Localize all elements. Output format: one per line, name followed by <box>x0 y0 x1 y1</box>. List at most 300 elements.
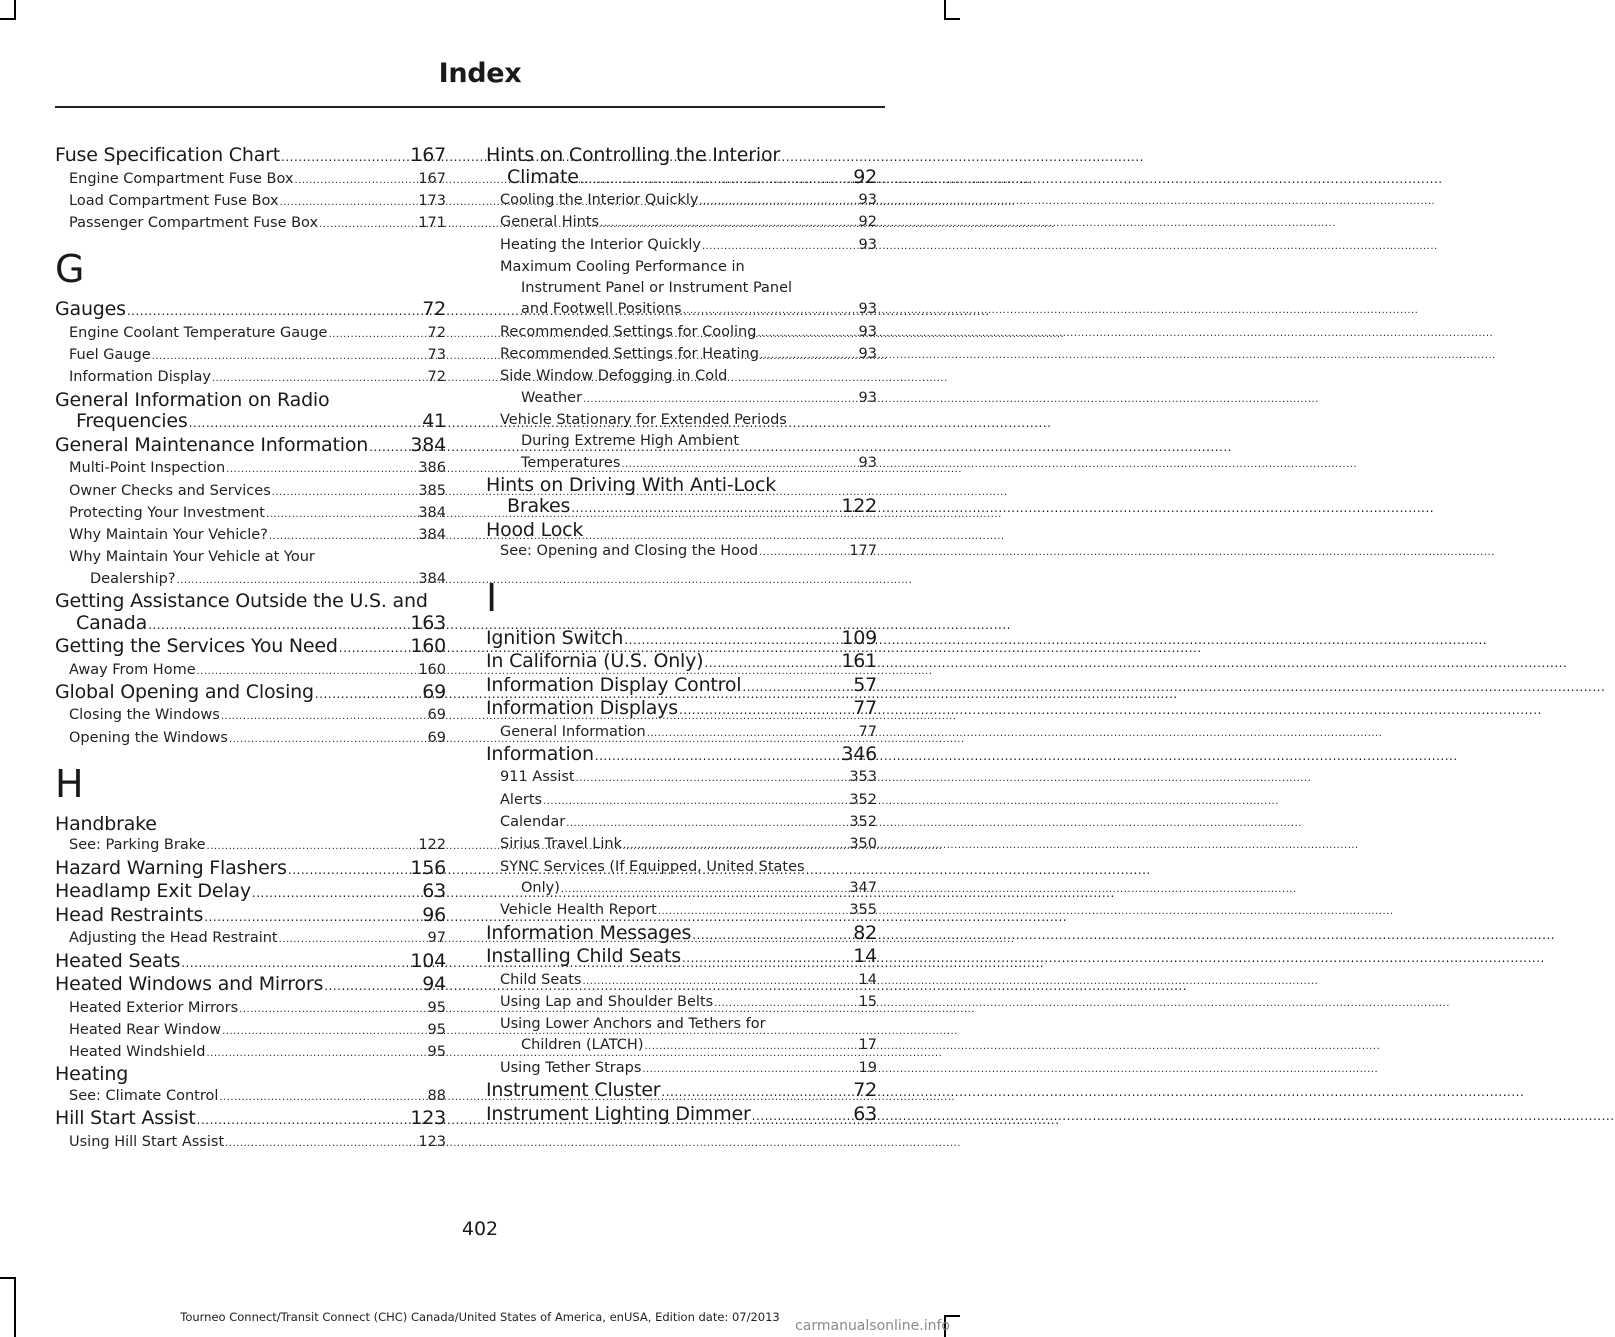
page-reference[interactable]: 69 <box>422 680 446 703</box>
dot-leader <box>752 1106 853 1128</box>
dot-leader <box>197 661 418 682</box>
dot-leader <box>281 147 409 169</box>
page-reference[interactable]: 69 <box>427 707 446 724</box>
index-entry[interactable] <box>55 503 446 525</box>
dot-leader <box>757 323 857 344</box>
dot-leader <box>571 498 840 520</box>
index-entry[interactable] <box>55 660 446 682</box>
entry-title: Recommended Settings for Heating <box>500 346 759 363</box>
entry-title: Protecting Your Investment <box>69 504 265 521</box>
index-entry[interactable] <box>500 388 877 410</box>
page-reference[interactable]: 123 <box>410 1107 446 1130</box>
index-entry[interactable] <box>486 790 877 812</box>
entry-title: Recommended Settings for Cooling <box>500 323 757 340</box>
dot-leader <box>580 169 853 191</box>
page-reference[interactable]: 88 <box>427 1087 446 1104</box>
page-reference[interactable]: 163 <box>410 611 446 634</box>
dot-leader <box>207 836 418 857</box>
dot-leader <box>239 999 426 1020</box>
page-reference[interactable]: 77 <box>858 723 877 740</box>
page-reference[interactable]: 93 <box>858 301 877 318</box>
index-entry[interactable] <box>486 366 877 410</box>
index-entry[interactable] <box>486 767 877 789</box>
index-entry[interactable] <box>55 705 446 727</box>
entry-title: Fuel Gauge <box>69 347 151 364</box>
entry-title: Opening the Windows <box>69 729 228 746</box>
index-entry[interactable] <box>486 1080 877 1104</box>
index-entry[interactable] <box>486 190 877 212</box>
dot-leader <box>702 236 858 257</box>
entry-title: In California (U.S. Only) <box>486 650 704 673</box>
entry-title: General Hints <box>500 214 600 231</box>
index-entry[interactable] <box>55 299 446 323</box>
dot-leader <box>288 860 409 882</box>
index-column-right <box>486 145 877 1127</box>
entry-title: Child Seats <box>500 971 582 988</box>
dot-leader <box>623 835 848 856</box>
dot-leader <box>647 723 858 744</box>
entry-title: 911 Assist <box>500 769 575 786</box>
entry-title: General Maintenance Information <box>55 433 369 456</box>
page-title: Index <box>438 58 522 89</box>
entry-title: SYNC Services (If Equipped, United States <box>500 858 805 875</box>
page-reference[interactable]: 15 <box>858 993 877 1010</box>
entry-title: Maximum Cooling Performance in <box>500 258 745 275</box>
dot-leader <box>197 1110 410 1132</box>
dot-leader <box>181 953 409 975</box>
dot-leader <box>369 437 409 459</box>
page-reference[interactable]: 384 <box>410 433 446 456</box>
entry-title: Using Lower Anchors and Tethers for <box>500 1016 766 1033</box>
page-reference[interactable]: 122 <box>841 495 877 518</box>
dot-leader <box>561 879 848 900</box>
page-reference[interactable]: 385 <box>418 482 446 499</box>
index-entry[interactable] <box>486 698 877 722</box>
index-entry[interactable] <box>486 475 877 520</box>
dot-leader <box>642 1059 857 1080</box>
index-entry[interactable] <box>486 1104 877 1128</box>
dot-leader <box>645 1036 858 1057</box>
dot-leader <box>683 300 858 321</box>
page-reference[interactable]: 384 <box>418 570 446 587</box>
page-reference[interactable]: 14 <box>853 945 877 968</box>
entry-title: Engine Coolant Temperature Gauge <box>69 324 328 341</box>
index-entry[interactable] <box>486 992 877 1014</box>
dot-leader <box>600 213 857 234</box>
page-reference[interactable]: 92 <box>853 165 877 188</box>
page-reference[interactable]: 72 <box>422 298 446 321</box>
page-reference[interactable]: 93 <box>858 454 877 471</box>
page-reference[interactable]: 72 <box>427 369 446 386</box>
index-entry[interactable] <box>486 857 877 901</box>
dot-leader <box>576 768 849 789</box>
index-entry[interactable] <box>486 257 877 322</box>
dot-leader <box>759 542 848 563</box>
page-reference[interactable]: 17 <box>858 1037 877 1054</box>
entry-title: Information Displays <box>486 697 678 720</box>
page-reference[interactable]: 350 <box>849 836 877 853</box>
dot-leader <box>658 901 849 922</box>
dot-leader <box>226 459 417 480</box>
page-reference[interactable]: 41 <box>422 410 446 433</box>
entry-title: Weather <box>521 389 583 406</box>
dot-leader <box>324 976 421 998</box>
index-entry[interactable] <box>500 299 877 321</box>
entry-title: Vehicle Health Report <box>500 902 657 919</box>
header-divider <box>55 106 885 108</box>
dot-leader <box>229 729 427 750</box>
entry-title: General Information on Radio <box>55 388 330 411</box>
index-entry[interactable] <box>55 1020 446 1042</box>
index-entry[interactable] <box>486 970 877 992</box>
crop-mark <box>944 0 946 20</box>
index-entry[interactable] <box>486 675 877 699</box>
dot-leader <box>328 324 426 345</box>
index-entry[interactable] <box>55 905 446 929</box>
entry-title: General Information <box>500 723 646 740</box>
entry-title: Alerts <box>500 791 543 808</box>
page-reference[interactable]: 69 <box>427 729 446 746</box>
entry-title: Cooling the Interior Quickly <box>500 192 699 208</box>
index-entry[interactable] <box>55 367 446 389</box>
page-reference[interactable]: 92 <box>858 214 877 231</box>
dot-leader <box>699 191 857 212</box>
entry-title: Information <box>486 742 594 765</box>
dot-leader <box>189 413 422 435</box>
entry-title: Heated Windows and Mirrors <box>55 973 324 996</box>
dot-leader <box>280 192 418 213</box>
entry-title: Sirius Travel Link <box>500 836 622 853</box>
entry-title: Children (LATCH) <box>521 1037 644 1054</box>
index-entry[interactable] <box>55 458 446 480</box>
page-reference[interactable]: 171 <box>418 215 446 232</box>
index-entry[interactable] <box>55 345 446 367</box>
page-reference[interactable]: 353 <box>849 769 877 786</box>
page-reference[interactable]: 161 <box>841 650 877 673</box>
page-reference[interactable]: 14 <box>858 971 877 988</box>
entry-title: Hints on Driving With Anti-Lock <box>486 473 777 496</box>
entry-title: Passenger Compartment Fuse Box <box>69 215 319 232</box>
dot-leader <box>661 1082 852 1104</box>
dot-leader <box>621 454 857 475</box>
page-reference[interactable]: 72 <box>427 324 446 341</box>
index-entry[interactable] <box>486 235 877 257</box>
footer-edition-text: Tourneo Connect/Transit Connect (CHC) Canada/United States of America, enUSA, Edition date: 07/2013 <box>180 1310 780 1324</box>
index-entry[interactable] <box>486 923 877 947</box>
page-reference[interactable]: 384 <box>418 504 446 521</box>
dot-leader <box>207 1043 427 1064</box>
page-reference[interactable]: 177 <box>849 543 877 560</box>
dot-leader <box>127 301 421 323</box>
index-entry[interactable] <box>55 481 446 503</box>
entry-title: Installing Child Seats <box>486 945 681 968</box>
dot-leader <box>221 706 427 727</box>
index-entry[interactable] <box>55 835 446 857</box>
page-reference[interactable]: 93 <box>858 192 877 208</box>
page-reference[interactable]: 93 <box>858 346 877 363</box>
dot-leader <box>582 971 857 992</box>
entry-title: Using Hill Start Assist <box>69 1133 225 1150</box>
dot-leader <box>692 925 852 947</box>
index-entry[interactable] <box>486 145 877 190</box>
dot-leader <box>742 677 852 699</box>
page-reference[interactable]: 95 <box>427 1044 446 1061</box>
index-entry[interactable] <box>55 323 446 345</box>
entry-title: See: Climate Control <box>69 1087 219 1104</box>
entry-title: Owner Checks and Services <box>69 482 271 499</box>
index-entry[interactable] <box>55 169 446 191</box>
page-reference[interactable]: 82 <box>853 921 877 944</box>
index-entry[interactable] <box>500 1035 877 1057</box>
section-letter: I <box>486 575 498 620</box>
dot-leader <box>252 883 421 905</box>
index-entry[interactable] <box>486 541 877 563</box>
index-entry[interactable] <box>55 1108 446 1132</box>
page-reference[interactable]: 167 <box>410 144 446 166</box>
entry-title: Getting the Services You Need <box>55 635 338 658</box>
index-entry[interactable] <box>55 682 446 706</box>
page-reference[interactable]: 355 <box>849 902 877 919</box>
crop-mark <box>0 1277 16 1279</box>
entry-title: Heated Exterior Mirrors <box>69 999 239 1016</box>
index-entry[interactable] <box>486 322 877 344</box>
entry-title: Climate <box>507 165 579 188</box>
entry-title: Multi-Point Inspection <box>69 460 226 477</box>
dot-leader <box>714 993 857 1014</box>
page-reference[interactable]: 160 <box>410 635 446 658</box>
entry-title: Ignition Switch <box>486 626 624 649</box>
index-entry[interactable] <box>486 167 877 191</box>
page-reference[interactable]: 95 <box>427 1021 446 1038</box>
entry-title: Why Maintain Your Vehicle? <box>69 527 268 544</box>
index-heading[interactable]: Hood Lock <box>486 518 584 541</box>
dot-leader <box>315 684 421 706</box>
entry-title: See: Opening and Closing the Hood <box>500 543 759 560</box>
page-reference[interactable]: 57 <box>853 673 877 696</box>
dot-leader <box>682 948 852 970</box>
entry-title: Side Window Defogging in Cold <box>500 368 728 385</box>
entry-title: and Footwell Positions <box>521 301 682 318</box>
index-entry[interactable] <box>486 212 877 234</box>
page-reference[interactable]: 122 <box>418 837 446 854</box>
index-entry[interactable] <box>55 390 446 435</box>
dot-leader <box>294 170 417 191</box>
page-reference[interactable]: 173 <box>418 192 446 209</box>
page-reference[interactable]: 77 <box>853 697 877 720</box>
index-entry[interactable] <box>55 411 446 435</box>
index-entry[interactable] <box>55 1132 446 1154</box>
index-entry[interactable] <box>486 946 877 970</box>
dot-leader <box>269 526 417 547</box>
index-entry[interactable] <box>486 410 877 475</box>
entry-title: Brakes <box>507 495 571 518</box>
page-reference[interactable]: 384 <box>418 527 446 544</box>
page-reference[interactable]: 352 <box>849 814 877 831</box>
entry-title: Heated Rear Window <box>69 1021 222 1038</box>
dot-leader <box>279 929 427 950</box>
page-reference[interactable]: 19 <box>858 1059 877 1076</box>
page-reference[interactable]: 104 <box>410 949 446 972</box>
index-entry[interactable] <box>55 951 446 975</box>
dot-leader <box>543 791 848 812</box>
dot-leader <box>177 570 418 591</box>
crop-mark <box>0 18 16 20</box>
dot-leader <box>319 214 417 235</box>
index-entry[interactable] <box>500 878 877 900</box>
entry-title: Away From Home <box>69 661 196 678</box>
index-entry[interactable] <box>55 881 446 905</box>
dot-leader <box>339 638 410 660</box>
entry-title: Hazard Warning Flashers <box>55 856 287 879</box>
entry-title: Closing the Windows <box>69 707 220 724</box>
entry-title: Temperatures <box>521 454 621 471</box>
index-entry[interactable] <box>55 928 446 950</box>
entry-title: Hill Start Assist <box>55 1107 196 1130</box>
entry-title: Using Lap and Shoulder Belts <box>500 993 714 1010</box>
index-entry[interactable] <box>55 636 446 660</box>
index-entry[interactable] <box>486 496 877 520</box>
index-entry[interactable] <box>486 628 877 652</box>
index-heading[interactable]: Handbrake <box>55 812 157 835</box>
entry-title: Head Restraints <box>55 903 204 926</box>
entry-title: Using Tether Straps <box>500 1059 642 1076</box>
entry-title: Instrument Cluster <box>486 1079 661 1102</box>
entry-title: Vehicle Stationary for Extended Periods <box>500 411 787 428</box>
dot-leader <box>704 653 840 675</box>
dot-leader <box>583 389 857 410</box>
dot-leader <box>148 615 409 637</box>
dot-leader <box>624 630 840 652</box>
page-reference[interactable]: 93 <box>858 323 877 340</box>
index-entry[interactable] <box>55 858 446 882</box>
page-reference[interactable]: 160 <box>418 661 446 678</box>
dot-leader <box>204 907 421 929</box>
dot-leader <box>222 1021 426 1042</box>
index-entry[interactable] <box>486 1058 877 1080</box>
page-reference[interactable]: 109 <box>841 626 877 649</box>
entry-title: Heated Windshield <box>69 1044 206 1061</box>
index-column-left <box>55 145 446 1154</box>
entry-title: Gauges <box>55 298 126 321</box>
index-entry[interactable] <box>55 525 446 547</box>
entry-title: Headlamp Exit Delay <box>55 880 251 903</box>
index-entry[interactable] <box>69 569 446 591</box>
index-entry[interactable] <box>486 744 877 768</box>
dot-leader <box>266 504 417 525</box>
index-entry[interactable] <box>55 145 446 169</box>
section-letter: G <box>55 247 85 292</box>
page-reference[interactable]: 347 <box>849 879 877 896</box>
entry-title: Calendar <box>500 814 566 831</box>
entry-title: Getting Assistance Outside the U.S. and <box>55 590 428 613</box>
page-reference[interactable]: 72 <box>853 1079 877 1102</box>
page-reference[interactable]: 73 <box>427 347 446 364</box>
page-number: 402 <box>461 1218 499 1240</box>
page-reference[interactable]: 123 <box>418 1133 446 1150</box>
entry-title: Information Display <box>69 369 211 386</box>
index-entry[interactable] <box>486 812 877 834</box>
entry-title: Why Maintain Your Vehicle at Your <box>69 549 315 566</box>
page-reference[interactable]: 346 <box>841 742 877 765</box>
page-reference[interactable]: 93 <box>858 236 877 253</box>
page-reference[interactable]: 167 <box>418 170 446 187</box>
dot-leader <box>152 346 427 367</box>
index-entry[interactable] <box>486 344 877 366</box>
entry-title: Instrument Lighting Dimmer <box>486 1102 751 1125</box>
section-letter: H <box>55 761 84 806</box>
watermark: carmanualsonline.info <box>795 1318 950 1334</box>
index-entry[interactable] <box>55 1086 446 1108</box>
index-entry[interactable] <box>55 213 446 235</box>
index-heading[interactable]: Heating <box>55 1063 129 1086</box>
entry-title: Load Compartment Fuse Box <box>69 192 279 209</box>
dot-leader <box>219 1087 426 1108</box>
crop-mark <box>14 0 16 20</box>
page-reference[interactable]: 96 <box>422 903 446 926</box>
dot-leader <box>225 1133 417 1154</box>
entry-title: Information Display Control <box>486 673 742 696</box>
dot-leader <box>760 345 858 366</box>
crop-mark <box>944 18 960 20</box>
dot-leader <box>212 368 427 389</box>
dot-leader <box>595 746 841 768</box>
index-entry[interactable] <box>500 453 877 475</box>
entry-title: Frequencies <box>76 410 188 433</box>
page-reference[interactable]: 63 <box>853 1102 877 1125</box>
index-entry[interactable] <box>55 613 446 637</box>
dot-leader <box>272 482 418 503</box>
entry-title: Information Messages <box>486 921 692 944</box>
page-reference[interactable]: 386 <box>418 460 446 477</box>
entry-title: Heated Seats <box>55 949 181 972</box>
dot-leader <box>566 813 848 834</box>
entry-title: Heating the Interior Quickly <box>500 236 701 253</box>
entry-title: See: Parking Brake <box>69 837 206 854</box>
entry-title: Global Opening and Closing <box>55 680 314 703</box>
entry-title: Engine Compartment Fuse Box <box>69 170 294 187</box>
page-reference[interactable]: 352 <box>849 791 877 808</box>
index-entry[interactable] <box>486 834 877 856</box>
entry-title: Hints on Controlling the Interior <box>486 144 781 166</box>
entry-title: Instrument Panel or Instrument Panel <box>521 280 793 297</box>
page-reference[interactable]: 94 <box>422 973 446 996</box>
page-reference[interactable]: 93 <box>858 389 877 406</box>
page-reference[interactable]: 156 <box>410 856 446 879</box>
index-entry[interactable] <box>486 900 877 922</box>
index-entry[interactable] <box>486 722 877 744</box>
crop-mark <box>14 1277 16 1337</box>
page-reference[interactable]: 95 <box>427 999 446 1016</box>
index-entry[interactable] <box>55 974 446 998</box>
entry-title: Fuse Specification Chart <box>55 144 280 166</box>
index-entry[interactable] <box>486 651 877 675</box>
page-reference[interactable]: 97 <box>427 930 446 947</box>
index-entry[interactable] <box>55 435 446 459</box>
entry-title: During Extreme High Ambient <box>521 433 740 450</box>
index-entry[interactable] <box>55 191 446 213</box>
index-entry[interactable] <box>55 1042 446 1064</box>
index-entry[interactable] <box>55 591 446 636</box>
index-entry[interactable] <box>55 547 446 591</box>
page-reference[interactable]: 63 <box>422 880 446 903</box>
entry-title: Dealership? <box>90 570 176 587</box>
index-entry[interactable] <box>486 1014 877 1058</box>
index-entry[interactable] <box>55 728 446 750</box>
dot-leader <box>679 700 852 722</box>
index-entry[interactable] <box>55 998 446 1020</box>
entry-title: Canada <box>76 611 148 634</box>
entry-title: Only) <box>521 879 560 896</box>
